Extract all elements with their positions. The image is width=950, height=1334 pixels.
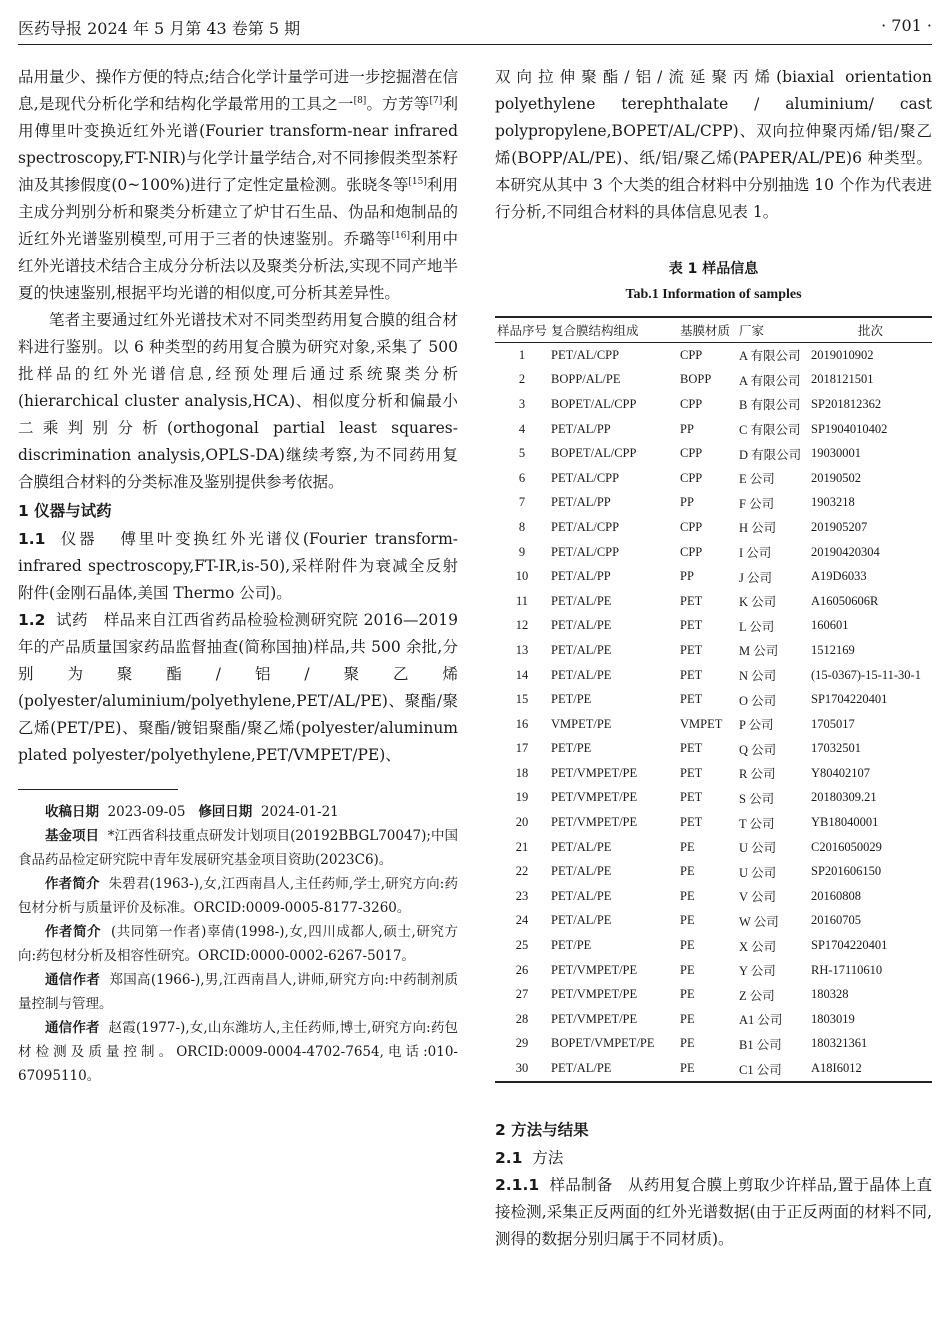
cell-batch: 20190502 (811, 470, 862, 485)
cell-substrate: PE (680, 1036, 695, 1051)
cell-substrate: PP (680, 569, 694, 584)
cell-manufacturer: B1 公司 (739, 1037, 782, 1052)
cell-composition: PET/AL/PE (551, 642, 612, 657)
table-row (495, 884, 932, 909)
section-1-1: 1.1 仪器 傅里叶变换红外光谱仪(Fourier transform-infrared spectroscopy,FT-IR,is-50),采样附件为衰减全反射附件(金刚石晶体,美国 Thermo 公司)。 (18, 530, 458, 602)
cell-sample-no: 29 (515, 1036, 529, 1051)
cell-manufacturer: Q 公司 (739, 742, 777, 757)
cell-substrate: PE (680, 1011, 695, 1026)
table-row (495, 540, 932, 565)
author-bio-1: 作者简介 朱碧君(1963-),女,江西南昌人,主任药师,学士,研究方向:药包材分析与质量评价及标准。ORCID:0009-0005-8177-3260。 (18, 876, 458, 916)
cell-batch: C2016050029 (811, 839, 882, 854)
cell-manufacturer: F 公司 (739, 496, 775, 511)
cell-batch: YB18040001 (811, 815, 879, 830)
cell-sample-no: 12 (515, 618, 529, 633)
cell-batch: 1512169 (811, 642, 855, 657)
right-column (495, 64, 932, 1253)
cell-composition: BOPET/AL/CPP (551, 396, 637, 411)
cell-manufacturer: D 有限公司 (739, 447, 802, 462)
cell-batch: SP201812362 (811, 396, 882, 411)
cell-batch: (15-0367)-15-11-30-1 (811, 667, 921, 682)
cell-batch: 201905207 (811, 519, 868, 534)
cell-substrate: PET (680, 618, 703, 633)
cell-composition: PET/AL/PE (551, 864, 612, 879)
cell-sample-no: 21 (515, 839, 529, 854)
cell-manufacturer: E 公司 (739, 472, 775, 487)
table-title-cn: 表 1 样品信息 (668, 261, 759, 277)
cell-batch: 1803019 (811, 1011, 855, 1026)
cell-sample-no: 19 (515, 790, 529, 805)
header-manufacturer: 厂家 (737, 317, 809, 343)
section-2-title: 2 方法与结果 (495, 1120, 589, 1139)
cell-manufacturer: M 公司 (739, 644, 779, 659)
table-row (495, 958, 932, 983)
table-row (495, 392, 932, 417)
table-row (495, 589, 932, 614)
page-number: · 701 · (881, 16, 932, 35)
cell-composition: PET/AL/PP (551, 421, 611, 436)
cell-manufacturer: C 有限公司 (739, 423, 801, 438)
cell-composition: PET/VMPET/PE (551, 790, 638, 805)
cell-sample-no: 28 (515, 1011, 529, 1026)
footnotes (18, 800, 458, 1088)
received-dates: 收稿日期 2023-09-05 修回日期 2024-01-21 (45, 804, 339, 820)
table-row (495, 491, 932, 516)
cell-sample-no: 22 (515, 864, 529, 879)
cell-sample-no: 26 (515, 962, 529, 977)
cell-composition: PET/AL/CPP (551, 544, 620, 559)
cell-manufacturer: Y 公司 (739, 964, 776, 979)
table-row (495, 564, 932, 589)
journal-issue: 医药导报 2024 年 5 月第 43 卷第 5 期 (18, 19, 301, 38)
cell-manufacturer: R 公司 (739, 767, 776, 782)
cell-substrate: PP (680, 495, 694, 510)
cell-sample-no: 30 (495, 1056, 549, 1082)
header-batch: 批次 (809, 317, 932, 343)
cell-manufacturer: A 有限公司 (739, 349, 801, 364)
cell-substrate: PET (680, 741, 703, 756)
table-row (495, 687, 932, 712)
samples-table (495, 316, 932, 1083)
cell-substrate: CPP (680, 544, 703, 559)
table-row (495, 786, 932, 811)
table-title-en: Tab.1 Information of samples (625, 287, 802, 302)
cell-composition: PET/AL/PE (551, 667, 612, 682)
cell-sample-no: 16 (515, 716, 529, 731)
cell-sample-no: 24 (515, 913, 529, 928)
cell-batch: 17032501 (811, 741, 862, 756)
cell-sample-no: 25 (515, 938, 529, 953)
cell-manufacturer: S 公司 (739, 791, 775, 806)
table-row (495, 810, 932, 835)
cell-composition: PET/AL/PE (549, 1056, 678, 1082)
table-row (495, 417, 932, 442)
cell-manufacturer: X 公司 (739, 939, 777, 954)
cell-manufacturer: U 公司 (739, 841, 777, 856)
table-row (495, 909, 932, 934)
cell-composition: PET/PE (551, 692, 592, 707)
cell-substrate: CPP (680, 347, 703, 362)
cell-substrate: CPP (680, 446, 703, 461)
cell-substrate: PET (680, 642, 703, 657)
cell-batch: 20160808 (811, 888, 862, 903)
cell-substrate: PE (680, 864, 695, 879)
cell-sample-no: 8 (518, 519, 526, 534)
intro-paragraph: 品用量少、操作方便的特点;结合化学计量学可进一步挖掘潜在信息,是现代分析化学和结构化学最常用的工具之一[8]。方芳等[7]利用傅里叶变换近红外光谱(Fourier transform-near infrared spectroscopy,FT-NIR)与化学计量学结合,对不同掺假类型茶籽油及其掺假度(0~100%)进行了定性定量检测。张晓冬等[15]利用主成分判别分析和聚类分析建立了炉甘石生品、伪品和炮制品的近红外光谱鉴别模型,可用于三者的快速鉴别。乔璐等[16]利用中红外光谱技术结合主成分分析法以及聚类分析法,实现不同产地半夏的快速鉴别,根据平均光谱的相似度,可分析其差异性。 (18, 68, 458, 302)
cell-manufacturer: K 公司 (739, 595, 777, 610)
cell-batch: 160601 (811, 618, 849, 633)
cell-substrate: PE (680, 938, 695, 953)
fund-note: 基金项目 *江西省科技重点研发计划项目(20192BBGL70047);中国食品药品检定研究院中青年发展研究基金项目资助(2023C6)。 (18, 828, 458, 868)
table-row (495, 933, 932, 958)
cell-manufacturer: W 公司 (739, 914, 779, 929)
cell-batch: 20180309.21 (811, 790, 877, 805)
cell-batch: 20160705 (811, 913, 862, 928)
cell-composition: PET/VMPET/PE (551, 962, 638, 977)
cell-manufacturer: P 公司 (739, 718, 774, 733)
cell-substrate: BOPP (680, 372, 712, 387)
cell-manufacturer: B 有限公司 (739, 398, 801, 413)
cell-sample-no: 9 (518, 544, 526, 559)
cell-sample-no: 11 (515, 593, 529, 608)
cell-substrate: PET (680, 765, 703, 780)
running-header (18, 14, 932, 45)
cell-batch: SP1904010402 (811, 421, 888, 436)
cell-substrate: PET (680, 815, 703, 830)
table-row (495, 1032, 932, 1057)
cell-substrate: VMPET (680, 716, 723, 731)
cell-batch: RH-17110610 (811, 962, 883, 977)
cell-composition: PET/AL/CPP (551, 519, 620, 534)
table-row (495, 1056, 932, 1082)
cell-composition: PET/VMPET/PE (551, 1011, 638, 1026)
cell-sample-no: 10 (515, 569, 529, 584)
cell-composition: VMPET/PE (551, 716, 612, 731)
cell-composition: PET/VMPET/PE (551, 815, 638, 830)
cell-sample-no: 14 (515, 667, 529, 682)
cell-composition: PET/AL/PE (551, 839, 612, 854)
header-sample-no: 样品序号 (495, 317, 549, 343)
cell-substrate: PET (680, 692, 703, 707)
cell-substrate: PE (680, 888, 695, 903)
cell-substrate: CPP (680, 396, 703, 411)
citation: [16] (391, 230, 410, 241)
cell-sample-no: 5 (518, 446, 526, 461)
cell-manufacturer: I 公司 (739, 546, 772, 561)
cell-substrate: PE (680, 913, 695, 928)
table-row (495, 466, 932, 491)
cell-composition: PET/AL/CPP (551, 470, 620, 485)
cell-sample-no: 4 (518, 421, 526, 436)
cell-manufacturer: U 公司 (739, 865, 777, 880)
section-2-1: 2.1 方法 (495, 1148, 564, 1167)
cell-manufacturer: L 公司 (739, 619, 775, 634)
cell-substrate: PE (680, 839, 695, 854)
table-row (495, 638, 932, 663)
cell-batch: 180328 (811, 987, 849, 1002)
cell-substrate: PET (680, 667, 703, 682)
cell-substrate: PP (680, 421, 694, 436)
cell-batch: Y80402107 (811, 765, 871, 780)
cell-sample-no: 15 (515, 692, 529, 707)
cell-composition: PET/AL/PP (551, 569, 611, 584)
cell-manufacturer: A1 公司 (739, 1013, 783, 1028)
cell-composition: PET/AL/PP (551, 495, 611, 510)
cell-sample-no: 7 (518, 495, 526, 510)
cell-batch: A16050606R (811, 593, 879, 608)
table-row (495, 712, 932, 737)
corresponding-author-1: 通信作者 郑国高(1966-),男,江西南昌人,讲师,研究方向:中药制剂质量控制与管理。 (18, 972, 458, 1012)
cell-sample-no: 1 (518, 347, 526, 362)
cell-batch: A18I6012 (809, 1056, 932, 1082)
cell-batch: 20190420304 (811, 544, 880, 559)
cell-batch: SP201606150 (811, 864, 882, 879)
cell-substrate: CPP (680, 519, 703, 534)
cell-sample-no: 27 (515, 987, 529, 1002)
cell-composition: PET/AL/PE (551, 593, 612, 608)
cell-sample-no: 20 (515, 815, 529, 830)
table-row (495, 982, 932, 1007)
table-row (495, 761, 932, 786)
cell-manufacturer: A 有限公司 (739, 373, 801, 388)
table-row (495, 343, 932, 368)
table-row (495, 614, 932, 639)
citation: [15] (408, 176, 427, 187)
cell-manufacturer: O 公司 (739, 693, 777, 708)
cell-manufacturer: Z 公司 (739, 988, 775, 1003)
header-composition: 复合膜结构组成 (549, 317, 678, 343)
cell-composition: PET/PE (551, 938, 592, 953)
cell-sample-no: 17 (515, 741, 529, 756)
cell-composition: PET/AL/PE (551, 888, 612, 903)
author-bio-2: 作者简介 (共同第一作者)辜倩(1998-),女,四川成都人,硕士,研究方向:药包材分析及相容性研究。ORCID:0000-0002-6267-5017。 (18, 924, 458, 964)
cell-batch: 19030001 (811, 446, 862, 461)
cell-substrate: CPP (680, 470, 703, 485)
cell-substrate: PET (680, 790, 703, 805)
left-column (18, 64, 458, 1088)
table-body (495, 343, 932, 1082)
cell-substrate: PE (678, 1056, 737, 1082)
cell-substrate: PE (680, 987, 695, 1002)
table-row (495, 663, 932, 688)
cell-sample-no: 13 (515, 642, 529, 657)
cell-batch: 180321361 (811, 1036, 868, 1051)
cell-manufacturer: V 公司 (739, 890, 776, 905)
cell-composition: PET/AL/PE (551, 913, 612, 928)
cell-batch: 1705017 (811, 716, 855, 731)
cell-composition: BOPET/VMPET/PE (551, 1036, 655, 1051)
cell-composition: PET/PE (551, 741, 592, 756)
citation: [8] (353, 95, 367, 106)
cell-batch: 1903218 (811, 495, 855, 510)
table-row (495, 1007, 932, 1032)
cell-composition: BOPET/AL/CPP (551, 446, 637, 461)
cell-manufacturer: J 公司 (739, 570, 773, 585)
cell-manufacturer: T 公司 (739, 816, 775, 831)
cell-sample-no: 6 (518, 470, 526, 485)
cell-batch: 2018121501 (811, 372, 874, 387)
section-1-2: 1.2 试药 样品来自江西省药品检验检测研究院 2016—2019 年的产品质量国家药品监督抽查(简称国抽)样品,共 500 余批,分别为聚酯/铝/聚乙烯(polyester/aluminium/polyethylene,PET/AL/PE)、聚酯/聚乙烯(PET/PE)、聚酯/镀铝聚酯/聚乙烯(polyester/aluminum plated polyester/polyethylene,PET/VMPET/PE)、 (18, 611, 458, 764)
section-2-1-1: 2.1.1 样品制备 从药用复合膜上剪取少许样品,置于晶体上直接检测,采集正反两面的红外光谱数据(由于正反两面的材料不同,测得的数据分别归属于不同材质)。 (495, 1175, 932, 1248)
materials-paragraph: 双向拉伸聚酯/铝/流延聚丙烯(biaxial orientation polyethylene terephthalate / aluminium/ cast polypropylene,BOPET/AL/CPP)、双向拉伸聚丙烯/铝/聚乙烯(BOPP/AL/PE)、纸/铝/聚乙烯(PAPER/AL/PE)6 种类型。本研究从其中 3 个大类的组合材料中分别抽选 10 个作为代表进行分析,不同组合材料的具体信息见表 1。 (495, 68, 932, 221)
cell-composition: BOPP/AL/PE (551, 372, 621, 387)
cell-composition: PET/VMPET/PE (551, 765, 638, 780)
citation: [7] (429, 95, 443, 106)
table-header-row (495, 317, 932, 343)
table-row (495, 835, 932, 860)
cell-manufacturer: H 公司 (739, 521, 777, 536)
corresponding-author-2: 通信作者 赵霞(1977-),女,山东潍坊人,主任药师,博士,研究方向:药包材检测及质量控制。ORCID:0009-0004-4702-7654,电话:010-67095110。 (18, 1020, 458, 1084)
table-row (495, 515, 932, 540)
cell-sample-no: 3 (518, 396, 526, 411)
footnote-rule (18, 789, 178, 790)
header-substrate: 基膜材质 (678, 317, 737, 343)
section-1-title: 1 仪器与试药 (18, 502, 112, 520)
cell-batch: A19D6033 (811, 569, 867, 584)
cell-substrate: PE (680, 962, 695, 977)
cell-sample-no: 18 (515, 765, 529, 780)
cell-manufacturer: N 公司 (739, 669, 777, 684)
cell-batch: SP1704220401 (811, 938, 888, 953)
cell-composition: PET/VMPET/PE (551, 987, 638, 1002)
cell-sample-no: 23 (515, 888, 529, 903)
cell-batch: SP1704220401 (811, 692, 888, 707)
aim-paragraph: 笔者主要通过红外光谱技术对不同类型药用复合膜的组合材料进行鉴别。以 6 种类型的药用复合膜为研究对象,采集了 500 批样品的红外光谱信息,经预处理后通过系统聚类分析(hierarchical cluster analysis,HCA)、相似度分析和偏最小二乘判别分析(orthogonal partial least squares-discrimination analysis,OPLS-DA)继续考察,为不同药用复合膜组合材料的分类标准及鉴别提供参考依据。 (18, 311, 458, 491)
cell-substrate: PET (680, 593, 703, 608)
cell-composition: PET/AL/CPP (551, 347, 620, 362)
table-row (495, 859, 932, 884)
cell-batch: 2019010902 (811, 347, 874, 362)
cell-composition: PET/AL/PE (551, 618, 612, 633)
cell-manufacturer: C1 公司 (737, 1056, 809, 1082)
table-row (495, 368, 932, 393)
cell-sample-no: 2 (518, 372, 526, 387)
table-row (495, 441, 932, 466)
table-row (495, 737, 932, 762)
